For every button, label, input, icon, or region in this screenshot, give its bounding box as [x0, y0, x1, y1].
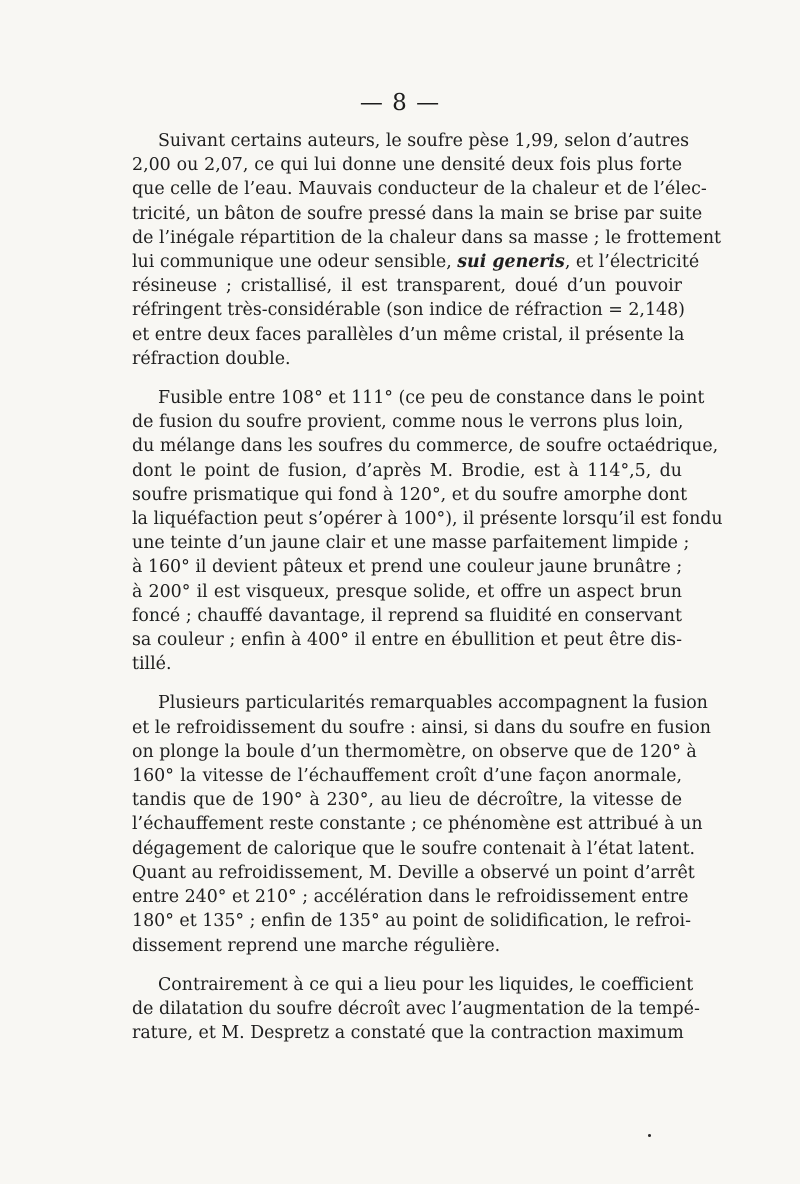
page-number: — 8 —	[359, 90, 441, 116]
latin-phrase: sui generis	[457, 252, 565, 273]
text-line: Plusieurs particularités remarquables accompagnent la fusion	[158, 693, 708, 714]
paragraph-density	[132, 129, 722, 371]
text-line: tandis que de 190° à 230°, au lieu de décroître, la vitesse de	[132, 790, 682, 811]
text-line: de dilatation du soufre décroît avec l’augmentation de la tempé-	[132, 998, 700, 1019]
text-line: on plonge la boule d’un thermomètre, on observe que de 120° à	[132, 741, 697, 762]
text-line: dont le point de fusion, d’après M. Brodie, est à 114°,5, du	[132, 460, 682, 481]
text-line: 2,00 ou 2,07, ce qui lui donne une densité deux fois plus forte	[132, 155, 682, 176]
text-line: lui communique une odeur sensible, sui generis, et l’électricité	[132, 252, 700, 273]
text-line: sa couleur ; enfin à 400° il entre en ébullition et peut être dis-	[132, 630, 682, 651]
paragraph-dilatation	[132, 973, 700, 1046]
text-line: de l’inégale répartition de la chaleur dans sa masse ; le frottement	[132, 227, 722, 248]
text-line: tillé.	[132, 654, 172, 675]
text-line: rature, et M. Despretz a constaté que la contraction maximum	[132, 1023, 684, 1044]
text-line: résineuse ; cristallisé, il est transparent, doué d’un pouvoir	[132, 276, 682, 297]
text-line: une teinte d’un jaune clair et une masse parfaitement limpide ;	[132, 533, 690, 554]
text-line: à 160° il devient pâteux et prend une couleur jaune brunâtre ;	[132, 557, 683, 578]
text-line: entre 240° et 210° ; accélération dans le refroidissement entre	[132, 887, 689, 908]
text-line: Contrairement à ce qui a lieu pour les liquides, le coefficient	[158, 974, 694, 995]
text-line: soufre prismatique qui fond à 120°, et du soufre amorphe dont	[132, 484, 688, 505]
text-line: l’échauffement reste constante ; ce phénomène est attribué à un	[132, 814, 703, 835]
text-line: et le refroidissement du soufre : ainsi, si dans du soufre en fusion	[132, 717, 712, 738]
text-line: Fusible entre 108° et 111° (ce peu de constance dans le point	[158, 388, 705, 409]
text-line: tricité, un bâton de soufre pressé dans la main se brise par suite	[132, 203, 703, 224]
ink-speck	[648, 1134, 651, 1137]
text-line: réfringent très-considérable (son indice de réfraction = 2,148)	[132, 300, 685, 321]
text-line: 180° et 135° ; enfin de 135° au point de solidification, le refroi-	[132, 911, 691, 932]
text-line: que celle de l’eau. Mauvais conducteur de la chaleur et de l’élec-	[132, 179, 707, 200]
text-line: 160° la vitesse de l’échauffement croît d’une façon anormale,	[132, 766, 682, 787]
text-line: à 200° il est visqueux, presque solide, et offre un aspect brun	[132, 581, 682, 602]
text-line: réfraction double.	[132, 348, 291, 369]
text-line: de fusion du soufre provient, comme nous le verrons plus loin,	[132, 412, 684, 433]
paragraph-fusion	[132, 386, 723, 676]
paragraph-cooling	[132, 691, 712, 957]
text-line: Quant au refroidissement, M. Deville a observé un point d’arrêt	[132, 862, 695, 883]
body-text	[132, 129, 723, 1045]
text-line: Suivant certains auteurs, le soufre pèse 1,99, selon d’autres	[158, 131, 690, 151]
text-line: dégagement de calorique que le soufre contenait à l’état latent.	[132, 838, 696, 859]
text-line: dissement reprend une marche régulière.	[132, 935, 501, 956]
text-line: et entre deux faces parallèles d’un même cristal, il présente la	[132, 324, 685, 345]
text-line: foncé ; chauffé davantage, il reprend sa fluidité en conservant	[132, 605, 682, 626]
text-line: la liquéfaction peut s’opérer à 100°), il présente lorsqu’il est fondu	[132, 509, 723, 530]
text-line: du mélange dans les soufres du commerce, de soufre octaédrique,	[132, 436, 719, 457]
